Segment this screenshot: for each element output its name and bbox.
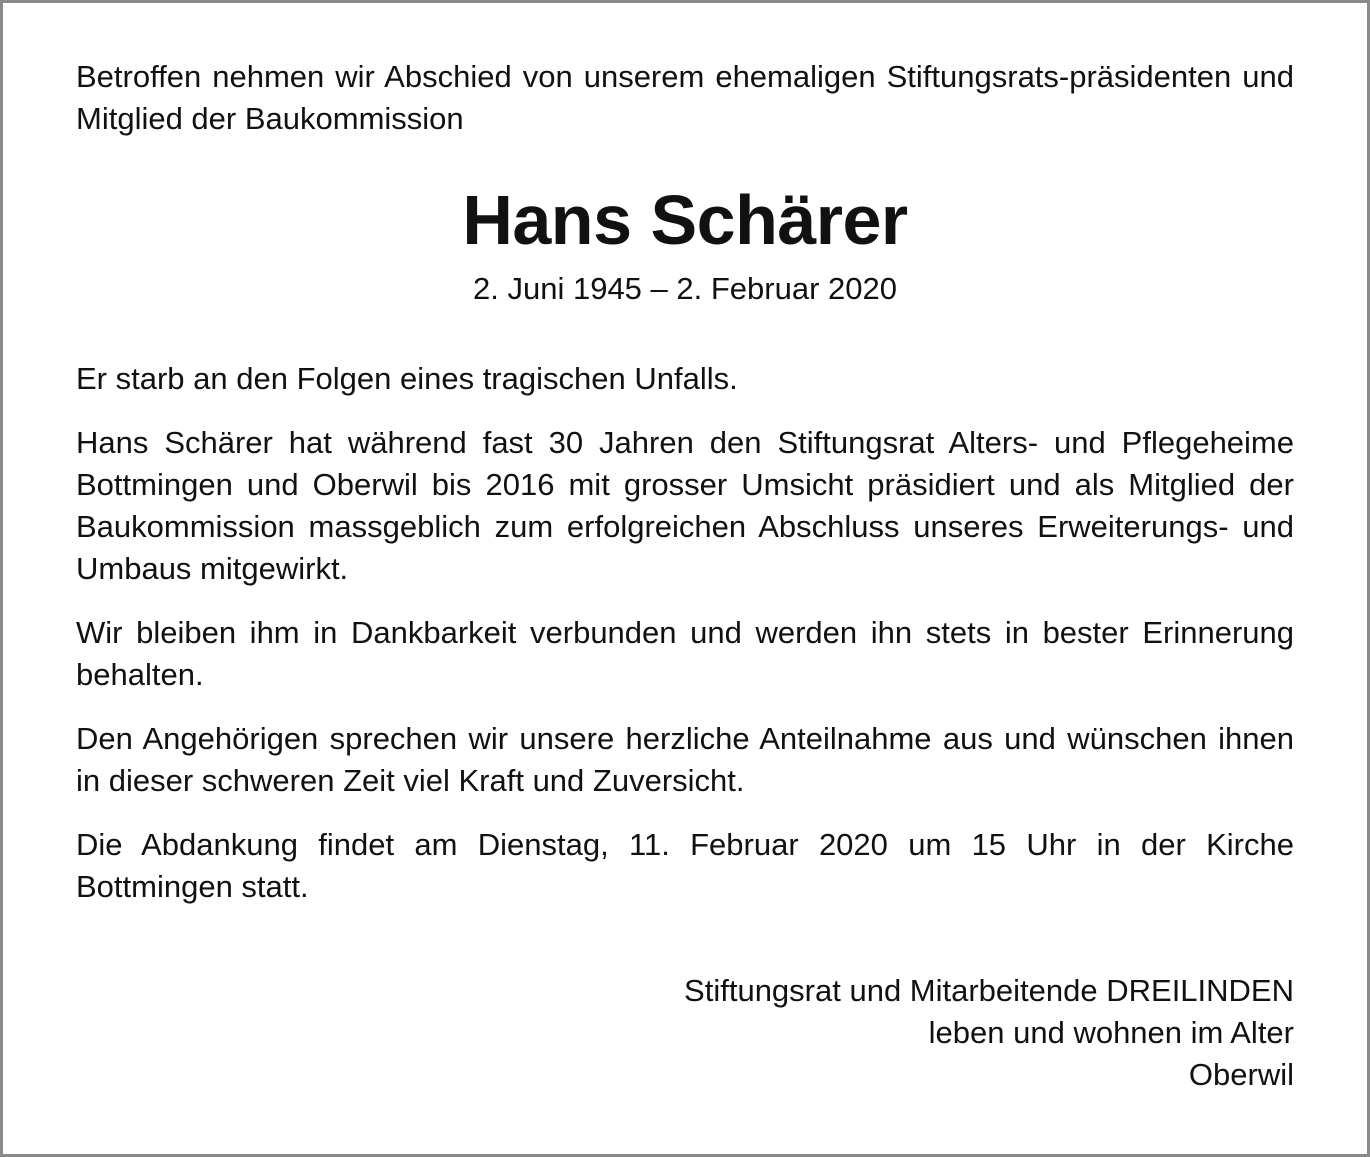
paragraph-service: Hans Schärer hat während fast 30 Jahren den Stiftungsrat Alters- und Pflegeheime Bottmingen und Oberwil bis 2016 mit grosser Umsicht präsidiert und als Mitglied der Baukommission massgeblich zum erfolgreichen Abschluss unseres Erweiterungs- und Umbaus mitgewirkt. <box>76 425 1294 586</box>
paragraph-cause: Er starb an den Folgen eines tragischen Unfalls. <box>76 361 738 396</box>
signature-line-place: Oberwil <box>1188 1057 1294 1092</box>
paragraph-gratitude: Wir bleiben ihm in Dankbarkeit verbunden und werden ihn stets in bester Erinnerung behalten. <box>76 615 1294 692</box>
intro-text: Betroffen nehmen wir Abschied von unserem ehemaligen Stiftungsrats-präsidenten und Mitglied der Baukommission <box>76 59 1294 136</box>
notice-body <box>76 56 1294 908</box>
signature-block <box>684 970 1294 1096</box>
paragraph-funeral: Die Abdankung findet am Dienstag, 11. Februar 2020 um 15 Uhr in der Kirche Bottmingen statt. <box>76 827 1294 904</box>
deceased-name: Hans Schärer <box>462 181 908 259</box>
signature-line-motto: leben und wohnen im Alter <box>928 1015 1294 1050</box>
paragraph-condolences: Den Angehörigen sprechen wir unsere herzliche Anteilnahme aus und wünschen ihnen in dieser schweren Zeit viel Kraft und Zuversicht. <box>76 721 1294 798</box>
signature-line-org: Stiftungsrat und Mitarbeitende DREILINDEN <box>684 973 1294 1008</box>
life-dates: 2. Juni 1945 – 2. Februar 2020 <box>473 271 897 306</box>
